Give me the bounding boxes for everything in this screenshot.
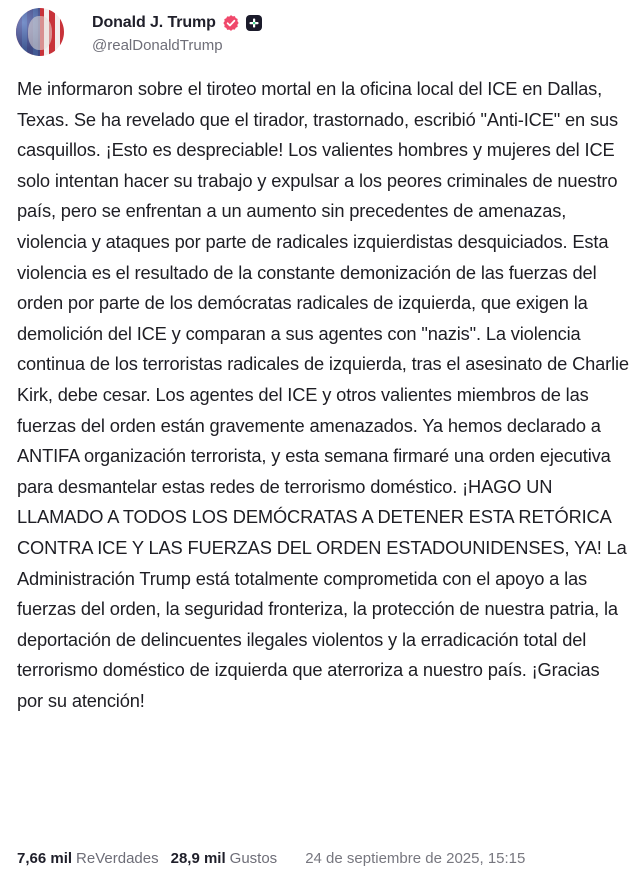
reposts-count: 7,66 mil xyxy=(17,850,73,867)
verified-badge-icon xyxy=(222,14,240,32)
name-row xyxy=(92,11,262,35)
post-text: Me informaron sobre el tiroteo mortal en la oficina local del ICE en Dallas, Texas. Se ha revelado que el tirador, trastornado, escribió "Anti-ICE" en sus casquillos. ¡Esto es despreciable! Los valientes hombres y mujeres del ICE solo intentan hacer su trabajo y expulsar a los peores criminales de nuestro país, pero se enfrentan a un aumento sin precedentes de amenazas, violencia y ataques por parte de radicales izquierdistas desquiciados. Esta violencia es el resultado de la constante demonización de las fuerzas del orden por parte de los demócratas radicales de izquierda, que exigen la demolición del ICE y comparan a sus agentes con "nazis". La violencia continua de los terroristas radicales de izquierda, tras el asesinato de Charlie Kirk, debe cesar. Los agentes del ICE y otros valientes miembros de las fuerzas del orden están gravemente amenazados. Ya hemos declarado a ANTIFA organización terrorista, y esta semana firmaré una orden ejecutiva para desmantelar estas redes de terrorismo doméstico. ¡HAGO UN LLAMADO A TODOS LOS DEMÓCRATAS A DETENER ESTA RETÓRICA CONTRA ICE Y LAS FUERZAS DEL ORDEN ESTADOUNIDENSES, YA! La Administración Trump está totalmente comprometida con el apoyo a las fuerzas del orden, la seguridad fronteriza, la protección de nuestra patria, la deportación de delincuentes ilegales violentos y la erradicación total del terrorismo doméstico de izquierda que aterroriza a nuestro país. ¡Gracias por su atención! xyxy=(17,78,629,711)
reposts-label: ReVerdades xyxy=(76,850,159,867)
post-footer xyxy=(17,850,525,867)
plus-badge-icon xyxy=(246,15,262,31)
author-info xyxy=(92,11,262,54)
likes-stat[interactable] xyxy=(171,850,278,867)
post-header xyxy=(16,8,262,56)
likes-count: 28,9 mil xyxy=(170,850,226,867)
likes-label: Gustos xyxy=(229,850,278,867)
post-timestamp[interactable]: 24 de septiembre de 2025, 15:15 xyxy=(305,850,526,867)
author-display-name[interactable]: Donald J. Trump xyxy=(92,13,216,31)
avatar[interactable] xyxy=(16,8,64,56)
reposts-stat[interactable] xyxy=(17,850,159,867)
author-handle[interactable]: @realDonaldTrump xyxy=(92,36,223,54)
